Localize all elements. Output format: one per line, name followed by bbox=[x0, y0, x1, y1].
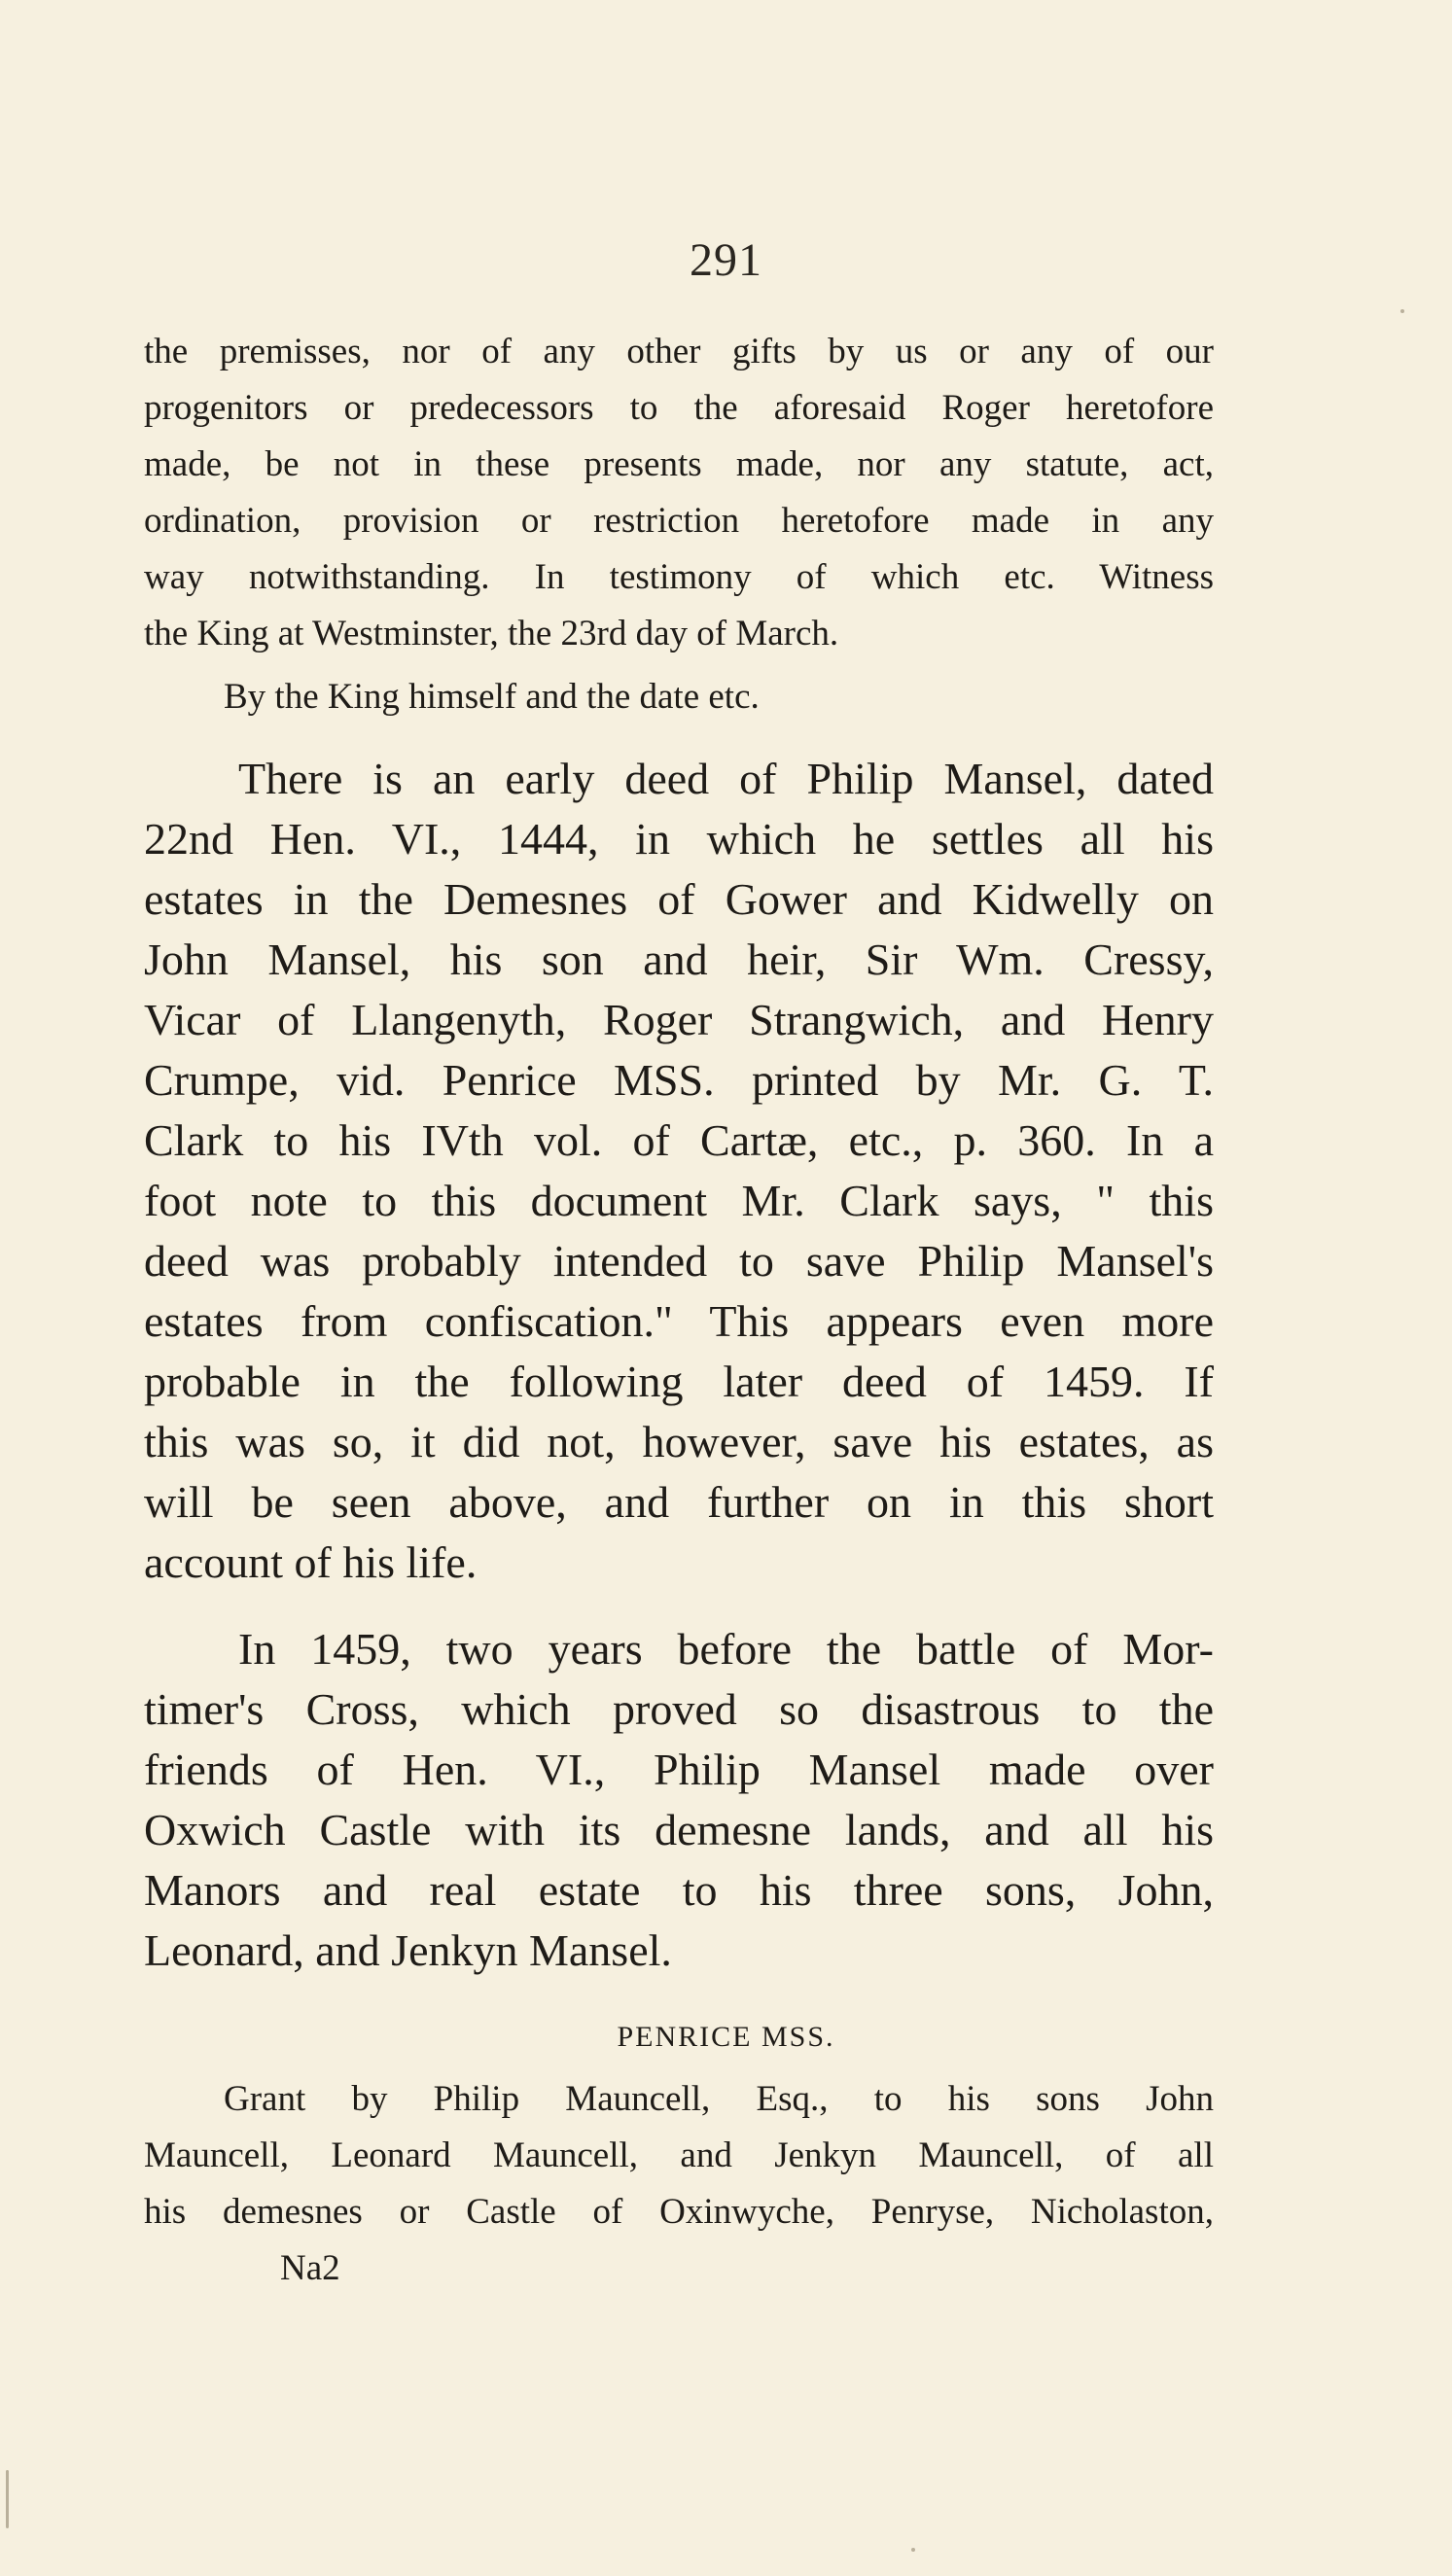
paper-speck bbox=[1400, 309, 1404, 313]
page-number: 291 bbox=[690, 234, 762, 286]
text-line: estates in the Demesnes of Gower and Kidwelly on bbox=[144, 874, 1214, 924]
text-line: this was so, it did not, however, save his estates, as bbox=[144, 1417, 1214, 1466]
text-line: John Mansel, his son and heir, Sir Wm. Cressy, bbox=[144, 935, 1214, 984]
text-line: ordination, provision or restriction heretofore made in any bbox=[144, 501, 1214, 541]
text-line: There is an early deed of Philip Mansel, dated bbox=[238, 754, 1214, 803]
signoff-line: By the King himself and the date etc. bbox=[224, 677, 760, 717]
text-line: Clark to his IVth vol. of Cartæ, etc., p. 360. In a bbox=[144, 1115, 1214, 1165]
text-line: friends of Hen. VI., Philip Mansel made over bbox=[144, 1745, 1214, 1794]
text-line: made, be not in these presents made, nor any statute, act, bbox=[144, 444, 1214, 484]
paragraph-1459-grant bbox=[144, 1619, 1214, 1981]
signature-mark: Na2 bbox=[280, 2248, 340, 2288]
text-line: Leonard, and Jenkyn Mansel. bbox=[144, 1925, 672, 1975]
text-line: Vicar of Llangenyth, Roger Strangwich, and Henry bbox=[144, 995, 1214, 1044]
text-line: In 1459, two years before the battle of Mor- bbox=[238, 1624, 1214, 1674]
text-line: Oxwich Castle with its demesne lands, and all his bbox=[144, 1805, 1214, 1854]
text-line: deed was probably intended to save Philip Mansel's bbox=[144, 1236, 1214, 1286]
text-line: the King at Westminster, the 23rd day of March. bbox=[144, 614, 839, 653]
text-line: 22nd Hen. VI., 1444, in which he settles all his bbox=[144, 814, 1214, 864]
text-line: his demesnes or Castle of Oxinwyche, Penryse, Nicholaston, bbox=[144, 2192, 1214, 2232]
text-line: estates from confiscation." This appears even more bbox=[144, 1296, 1214, 1346]
text-line: the premisses, nor of any other gifts by us or any of our bbox=[144, 332, 1214, 371]
signoff bbox=[144, 669, 1214, 725]
grant-paragraph bbox=[144, 2071, 1214, 2297]
text-line: timer's Cross, which proved so disastrous to the bbox=[144, 1684, 1214, 1734]
text-line: foot note to this document Mr. Clark says, " this bbox=[144, 1176, 1214, 1225]
text-line: progenitors or predecessors to the aforesaid Roger heretofore bbox=[144, 388, 1214, 428]
text-line: Manors and real estate to his three sons, John, bbox=[144, 1865, 1214, 1915]
text-line: way notwithstanding. In testimony of which etc. Witness bbox=[144, 557, 1214, 597]
text-line: Mauncell, Leonard Mauncell, and Jenkyn Mauncell, of all bbox=[144, 2135, 1214, 2175]
text-line: probable in the following later deed of 1459. If bbox=[144, 1357, 1214, 1406]
section-heading: PENRICE MSS. bbox=[617, 2021, 835, 2053]
text-line: Grant by Philip Mauncell, Esq., to his sons John bbox=[224, 2079, 1214, 2119]
charter-quotation bbox=[144, 324, 1214, 662]
paragraph-early-deed bbox=[144, 749, 1214, 1593]
paper-speck bbox=[911, 2548, 915, 2552]
page-edge-mark bbox=[6, 2470, 9, 2528]
text-line: account of his life. bbox=[144, 1537, 478, 1587]
text-line: will be seen above, and further on in this short bbox=[144, 1477, 1214, 1527]
text-line: Crumpe, vid. Penrice MSS. printed by Mr. G. T. bbox=[144, 1055, 1214, 1105]
